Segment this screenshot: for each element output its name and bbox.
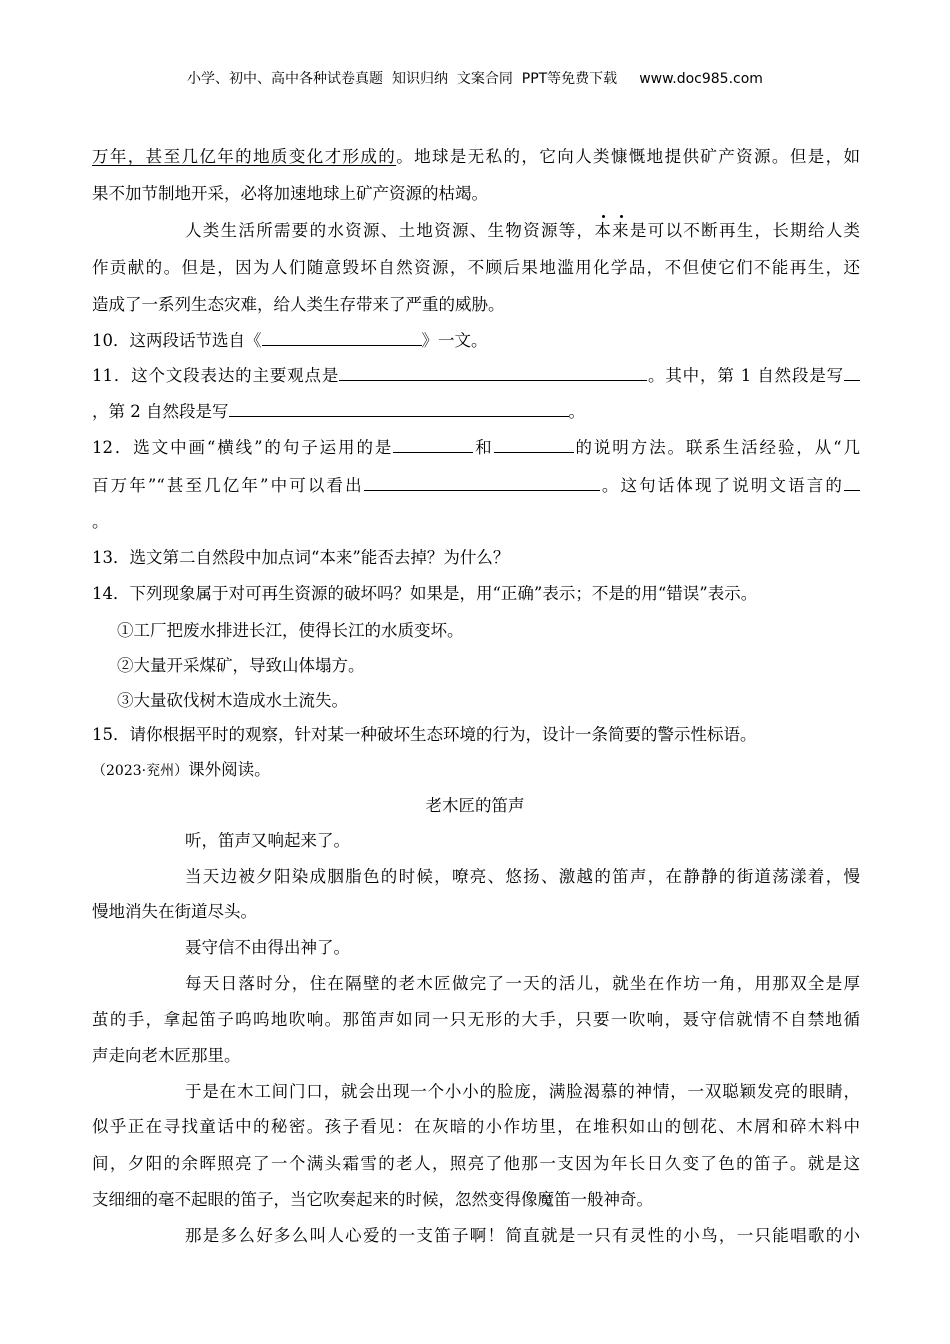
- question-14-item-3: ③大量砍伐树木造成水土流失。: [117, 691, 348, 710]
- paragraph-2-line1: 当天边被夕阳染成胭脂色的时候，嘹亮、悠扬、激越的笛声，在静静的街道荡漾着，慢: [185, 867, 860, 886]
- paragraph-4-line3: 声走向老木匠那里。: [92, 1046, 241, 1065]
- paragraph-4-line1: 每天日落时分，住在隔壁的老木匠做完了一天的活儿，就坐在作坊一角，用那双全是厚: [185, 974, 860, 993]
- section-source: （2023·兖州）课外阅读。: [92, 760, 271, 779]
- article-title: 老木匠的笛声: [425, 796, 525, 815]
- question-15: 15．请你根据平时的观察，针对某一种破坏生态环境的行为，设计一条简要的警示性标语。: [92, 725, 757, 744]
- answer-blank[interactable]: [262, 329, 422, 346]
- passage1-line5: 造成了一系列生态灾难，给人类生存带来了严重的威胁。: [92, 295, 505, 314]
- paragraph-5-line2: 似乎正在寻找童话中的秘密。孩子看见：在灰暗的小作坊里，在堆积如山的刨花、木屑和碎木料中: [92, 1117, 860, 1136]
- question-13: 13．选文第二自然段中加点词“本来”能否去掉？为什么？: [92, 548, 510, 567]
- question-14: 14．下列现象属于对可再生资源的破坏吗？如果是，用“正确”表示；不是的用“错误”表示。: [92, 584, 758, 603]
- question-11-line2: ，第 2 自然段是写 。: [92, 402, 585, 421]
- paragraph-4-line2: 茧的手，拿起笛子呜呜地吹响。那笛声如同一只无形的大手，只要一吹响，聂守信就情不自禁地循: [92, 1010, 860, 1029]
- answer-blank[interactable]: [494, 436, 574, 453]
- question-12: 12．选文中画“横线”的句子运用的是 和 的说明方法。联系生活经验，从“几: [92, 438, 860, 457]
- passage1-line3: 人类生活所需要的水资源、土地资源、生物资源等，本来是可以不断再生，长期给人类: [185, 221, 861, 240]
- underlined-sentence: 万年，甚至几亿年的地质变化才形成的: [92, 147, 397, 166]
- paragraph-5-line1: 于是在木工间门口，就会出现一个小小的脸庞，满脸渴慕的神情，一双聪颖发亮的眼睛，: [185, 1082, 860, 1101]
- question-12-line3: 。: [92, 512, 109, 531]
- paragraph-1: 听，笛声又响起来了。: [185, 831, 350, 850]
- header-url[interactable]: www.doc985.com: [639, 71, 763, 87]
- question-11: 11．这个文段表达的主要观点是 。其中，第 1 自然段是写: [92, 364, 860, 388]
- question-14-item-1: ①工厂把废水排进长江，使得长江的水质变坏。: [117, 621, 464, 640]
- dotted-word-char: 本: [594, 221, 613, 240]
- page-header: [0, 68, 950, 88]
- question-10: 10．这两段话节选自《 》一文。: [92, 331, 488, 350]
- answer-blank[interactable]: [339, 364, 647, 381]
- dotted-word-char: 来: [612, 221, 630, 240]
- answer-blank[interactable]: [364, 474, 600, 491]
- answer-blank[interactable]: [844, 364, 860, 381]
- paragraph-6-line1: 那是多么好多么叫人心爱的一支笛子啊！简直就是一只有灵性的小鸟，一只能唱歌的小: [185, 1226, 860, 1245]
- question-12-line2: 百万年”“甚至几亿年”中可以看出 。这句话体现了说明文语言的: [92, 474, 860, 498]
- passage1-line1: 万年，甚至几亿年的地质变化才形成的。地球是无私的，它向人类慷慨地提供矿产资源。但是，如: [92, 147, 861, 166]
- paragraph-5-line3: 间，夕阳的余晖照亮了一个满头霜雪的老人，照亮了他那一支因为年长日久变了色的笛子。就是这: [92, 1154, 860, 1173]
- answer-blank[interactable]: [229, 400, 569, 417]
- answer-blank[interactable]: [393, 436, 473, 453]
- header-text: 小学、初中、高中各种试卷真题 知识归纳 文案合同 PPT等免费下载: [187, 71, 618, 87]
- paragraph-3: 聂守信不由得出神了。: [185, 938, 350, 957]
- passage1-line4: 作贡献的。但是，因为人们随意毁坏自然资源，不顾后果地滥用化学品，不但使它们不能再生，还: [92, 258, 860, 277]
- paragraph-5-line4: 支细细的毫不起眼的笛子，当它吹奏起来的时候，忽然变得像魔笛一般神奇。: [92, 1190, 653, 1209]
- passage1-line2: 果不加节制地开采，必将加速地球上矿产资源的枯竭。: [92, 184, 488, 203]
- paragraph-2-line2: 慢地消失在街道尽头。: [92, 902, 257, 921]
- answer-blank[interactable]: [844, 474, 860, 491]
- question-14-item-2: ②大量开采煤矿，导致山体塌方。: [117, 656, 365, 675]
